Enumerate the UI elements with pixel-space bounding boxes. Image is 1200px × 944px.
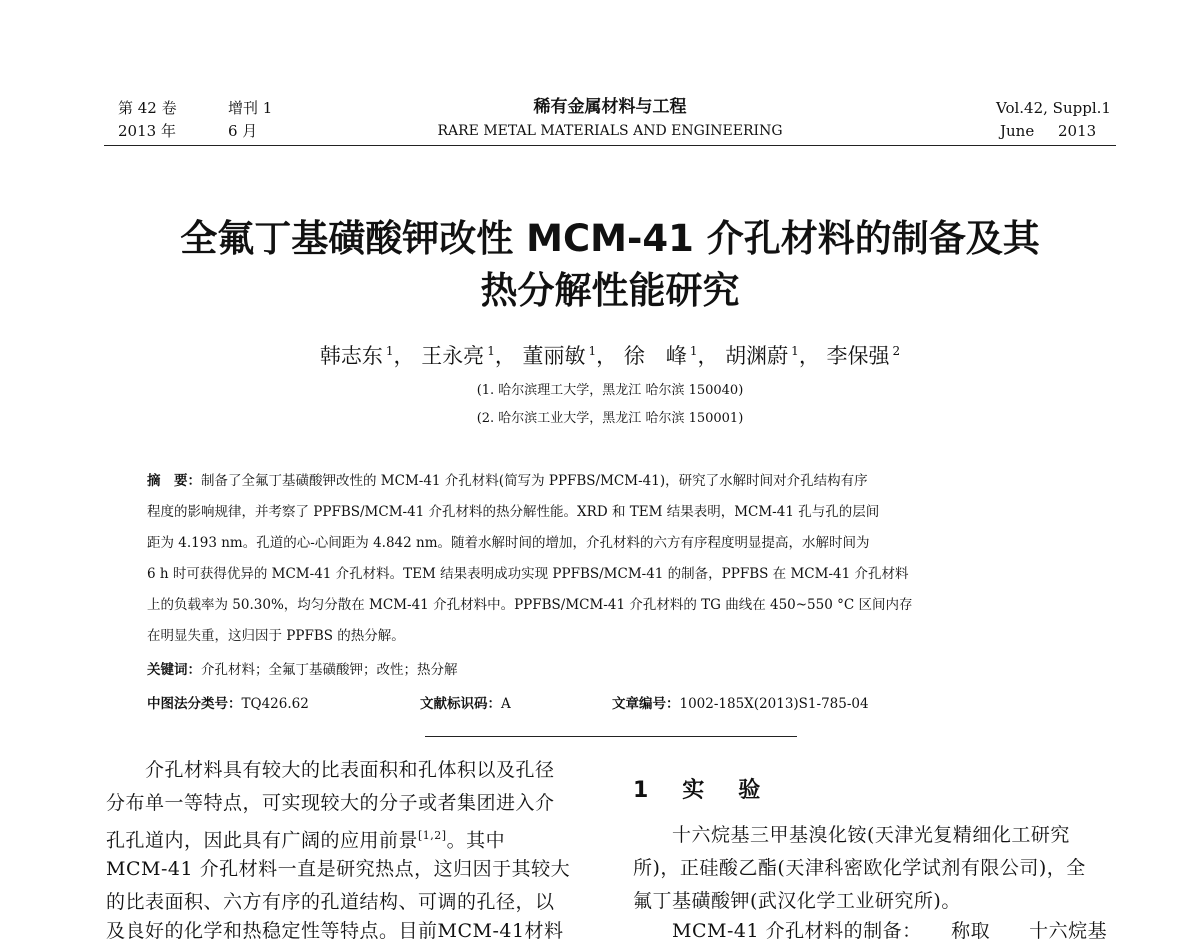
header-supplement: 增刊 1 bbox=[228, 99, 273, 117]
author: 王永亮 $^1$ bbox=[421, 344, 495, 368]
citation[interactable]: [1,2] bbox=[418, 829, 447, 842]
abstract-line: 6 h 时可获得优异的 MCM-41 介孔材料。TEM 结果表明成功实现 PPFBS/MCM-41 的制备，PPFBS 在 MCM-41 介孔材料 bbox=[147, 566, 909, 582]
abstract-line: 距为 4.193 nm。孔道的心-心间距为 4.842 nm。随着水解时间的增加，介孔材料的六方有序程度明显提高，水解时间为 bbox=[147, 535, 870, 551]
journal-title-en: RARE METAL MATERIALS AND ENGINEERING bbox=[437, 123, 783, 139]
abstract-rule bbox=[425, 736, 797, 737]
body-text-line: MCM-41 介孔材料一直是研究热点，这归因于其较大 bbox=[106, 858, 571, 880]
abstract-label: 摘 要： bbox=[147, 473, 201, 489]
document-code: 文献标识码：A bbox=[420, 696, 511, 712]
keywords: 关键词：介孔材料；全氟丁基磺酸钾；改性；热分解 bbox=[147, 662, 458, 678]
body-text-line: 的比表面积、六方有序的孔道结构、可调的孔径，以 bbox=[106, 891, 555, 913]
header-month: 6 月 bbox=[228, 122, 258, 140]
body-text-line: 所)，正硅酸乙酯(天津科密欧化学试剂有限公司)，全 bbox=[633, 857, 1086, 879]
body-text-line: 及良好的化学和热稳定性等特点。目前MCM-41材料 bbox=[106, 920, 564, 942]
body-text-line: 氟丁基磺酸钾(武汉化学工业研究所)。 bbox=[633, 890, 961, 912]
body-text-line: 分布单一等特点，可实现较大的分子或者集团进入介 bbox=[106, 792, 555, 814]
body-text-line: 孔孔道内，因此具有广阔的应用前景[1,2]。其中 bbox=[106, 829, 506, 852]
body-text-line: 十六烷基三甲基溴化铵(天津光复精细化工研究 bbox=[633, 824, 1070, 846]
paper-title-line2: 热分解性能研究 bbox=[480, 269, 740, 312]
affiliation-2: (2. 哈尔滨工业大学，黑龙江 哈尔滨 150001) bbox=[476, 411, 744, 426]
abstract-line: 摘 要：制备了全氟丁基磺酸钾改性的 MCM-41 介孔材料(简写为 PPFBS/MCM-41)，研究了水解时间对介孔结构有序 bbox=[147, 473, 868, 489]
header-year-en: 2013 bbox=[1058, 122, 1097, 140]
affiliation-1: (1. 哈尔滨理工大学，黑龙江 哈尔滨 150040) bbox=[476, 383, 744, 398]
abstract-line: 程度的影响规律，并考察了 PPFBS/MCM-41 介孔材料的热分解性能。XRD 和 TEM 结果表明，MCM-41 孔与孔的层间 bbox=[147, 504, 880, 520]
author: 董丽敏 $^1$ bbox=[522, 344, 597, 368]
body-text-line: MCM-41 介孔材料的制备： 称取 十六烷基 bbox=[633, 920, 1108, 942]
header-volume: 第 42 卷 bbox=[118, 99, 177, 117]
abstract-line: 上的负载率为 50.30%，均匀分散在 MCM-41 介孔材料中。PPFBS/MCM-41 介孔材料的 TG 曲线在 450~550 °C 区间内存 bbox=[147, 597, 913, 613]
body-text-line: 介孔材料具有较大的比表面积和孔体积以及孔径 bbox=[106, 759, 555, 781]
header-month-en: June bbox=[1000, 122, 1035, 140]
author: 韩志东 $^1$ bbox=[319, 344, 394, 368]
section-heading: 1 实 验 bbox=[633, 778, 767, 803]
author: 胡渊蔚 $^1$ bbox=[725, 344, 799, 368]
author: 李保强 $^2$ bbox=[826, 344, 901, 368]
journal-title-cn: 稀有金属材料与工程 bbox=[533, 97, 687, 117]
clc-number: 中图法分类号：TQ426.62 bbox=[147, 696, 309, 712]
article-number: 文章编号：1002-185X(2013)S1-785-04 bbox=[612, 696, 869, 712]
header-rule bbox=[104, 145, 1116, 146]
author-list: 韩志东 $^1$， 王永亮 $^1$， 董丽敏 $^1$， 徐 峰 $^1$， 胡渊蔚 $^1$， 李保强 $^2$ bbox=[319, 344, 901, 368]
header-volume-en: Vol.42, Suppl.1 bbox=[996, 99, 1111, 117]
paper-title-line1: 全氟丁基磺酸钾改性 MCM-41 介孔材料的制备及其 bbox=[180, 217, 1040, 260]
abstract-line: 在明显失重，这归因于 PPFBS 的热分解。 bbox=[147, 628, 405, 644]
author: 徐 峰 $^1$ bbox=[623, 344, 698, 368]
header-year: 2013 年 bbox=[118, 122, 176, 140]
